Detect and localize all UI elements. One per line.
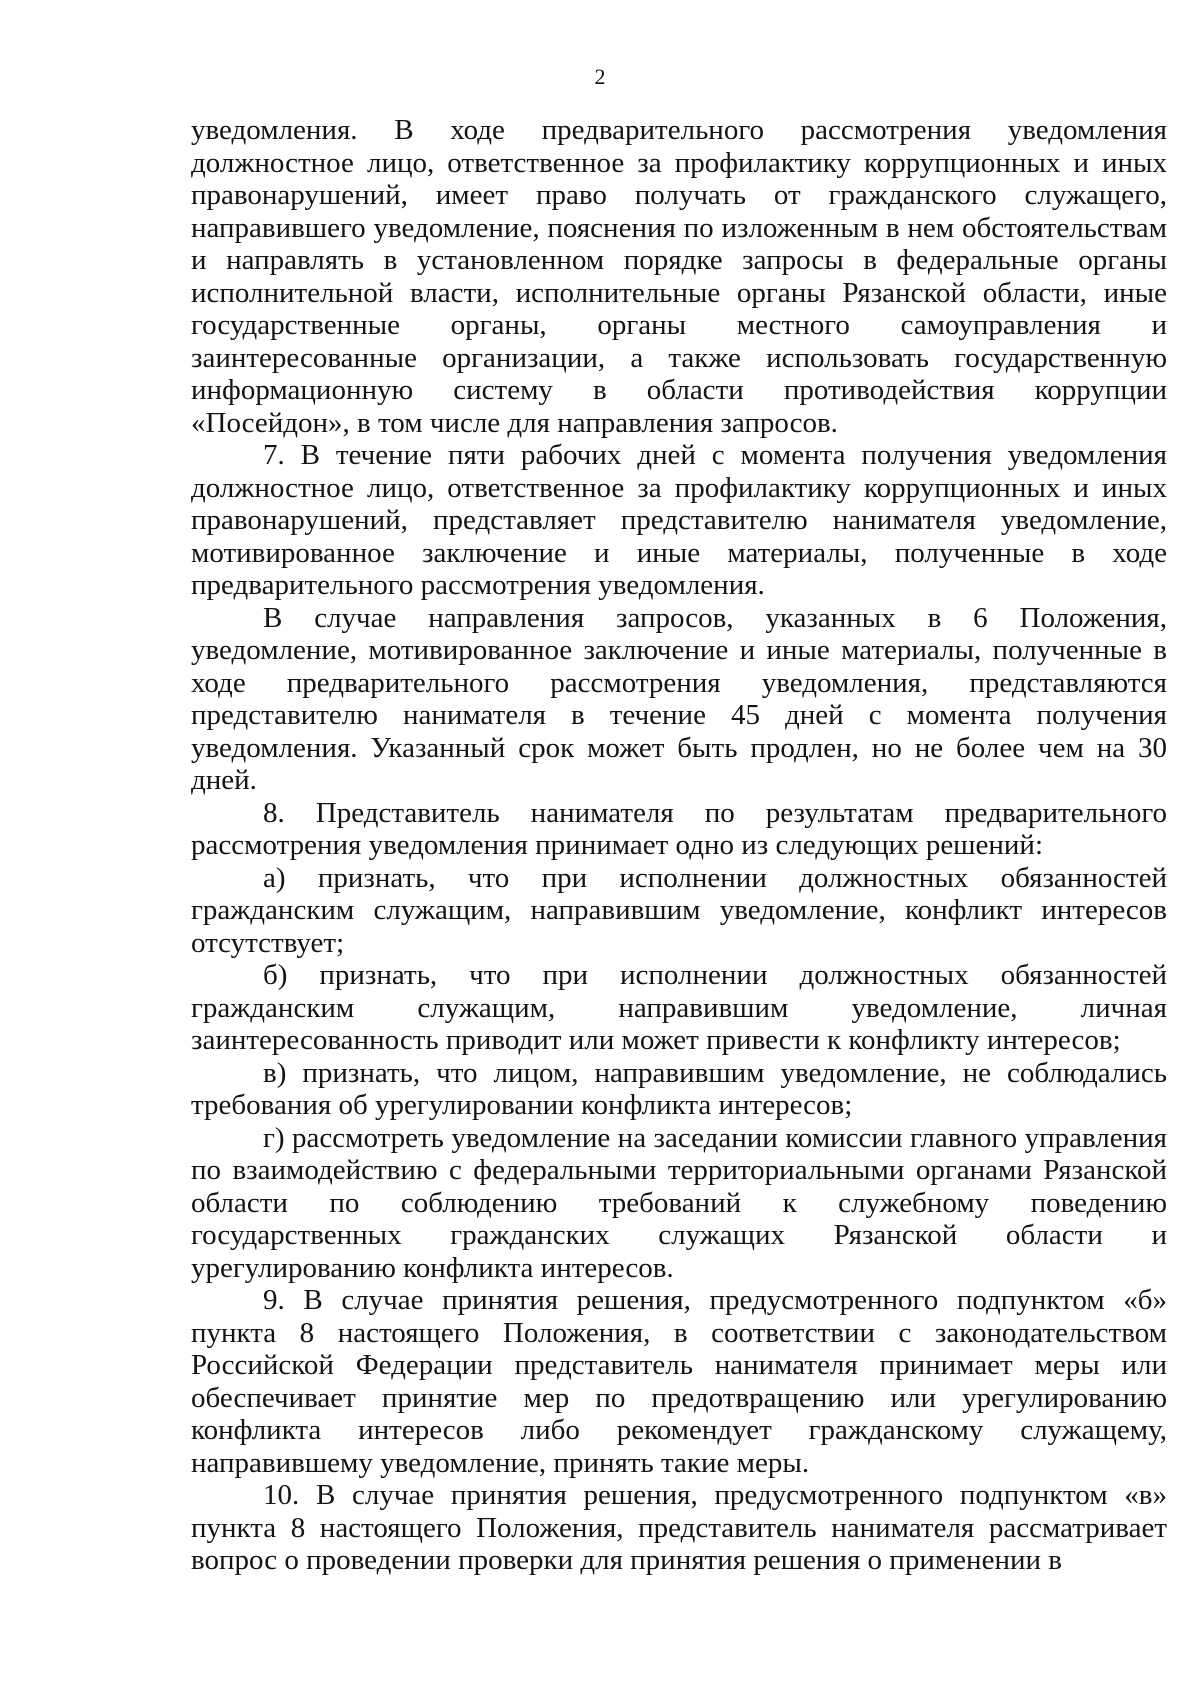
paragraph-8-item-a: а) признать, что при исполнении должностных обязанностей гражданским служащим, направившим уведомление, конфликт интересов отсутствует; (191, 861, 1167, 959)
paragraph-6-continuation: уведомления. В ходе предварительного рассмотрения уведомления должностное лицо, ответственное за профилактику коррупционных и иных правонарушений, имеет право получать от гражданского служащего, направившего уведомление, пояснения по изложенным в нем обстоятельствам и направлять в установленном порядке запросы в федеральные органы исполнительной власти, исполнительные органы Рязанской области, иные государственные органы, органы местного самоуправления и заинтересованные организации, а также использовать государственную информационную систему в области противодействия коррупции «Посейдон», в том числе для направления запросов. (191, 114, 1167, 439)
document-body (191, 114, 1167, 1577)
paragraph-8-item-g: г) рассмотреть уведомление на заседании комиссии главного управления по взаимодействию с федеральными территориальными органами Рязанской области по соблюдению требований к служебному поведению государственных гражданских служащих Рязанской области и урегулированию конфликта интересов. (191, 1121, 1167, 1284)
paragraph-9: 9. В случае принятия решения, предусмотренного подпунктом «б» пункта 8 настоящего Положения, в соответствии с законодательством Российской Федерации представитель нанимателя принимает меры или обеспечивает принятие мер по предотвращению или урегулированию конфликта интересов либо рекомендует гражданскому служащему, направившему уведомление, принять такие меры. (191, 1284, 1167, 1479)
page-number: 2 (594, 64, 606, 89)
paragraph-8: 8. Представитель нанимателя по результатам предварительного рассмотрения уведомления принимает одно из следующих решений: (191, 796, 1167, 861)
paragraph-7-requests: В случае направления запросов, указанных в 6 Положения, уведомление, мотивированное заключение и иные материалы, полученные в ходе предварительного рассмотрения уведомления, представляются представителю нанимателя в течение 45 дней с момента получения уведомления. Указанный срок может быть продлен, но не более чем на 30 дней. (191, 601, 1167, 796)
paragraph-10: 10. В случае принятия решения, предусмотренного подпунктом «в» пункта 8 настоящего Положения, представитель нанимателя рассматривает вопрос о проведении проверки для принятия решения о применении в (191, 1479, 1167, 1576)
paragraph-7: 7. В течение пяти рабочих дней с момента получения уведомления должностное лицо, ответственное за профилактику коррупционных и иных правонарушений, представляет представителю нанимателя уведомление, мотивированное заключение и иные материалы, полученные в ходе предварительного рассмотрения уведомления. (191, 439, 1167, 601)
paragraph-8-item-b: б) признать, что при исполнении должностных обязанностей гражданским служащим, направившим уведомление, личная заинтересованность приводит или может привести к конфликту интересов; (191, 959, 1167, 1056)
paragraph-8-item-v: в) признать, что лицом, направившим уведомление, не соблюдались требования об урегулировании конфликта интересов; (191, 1056, 1167, 1121)
